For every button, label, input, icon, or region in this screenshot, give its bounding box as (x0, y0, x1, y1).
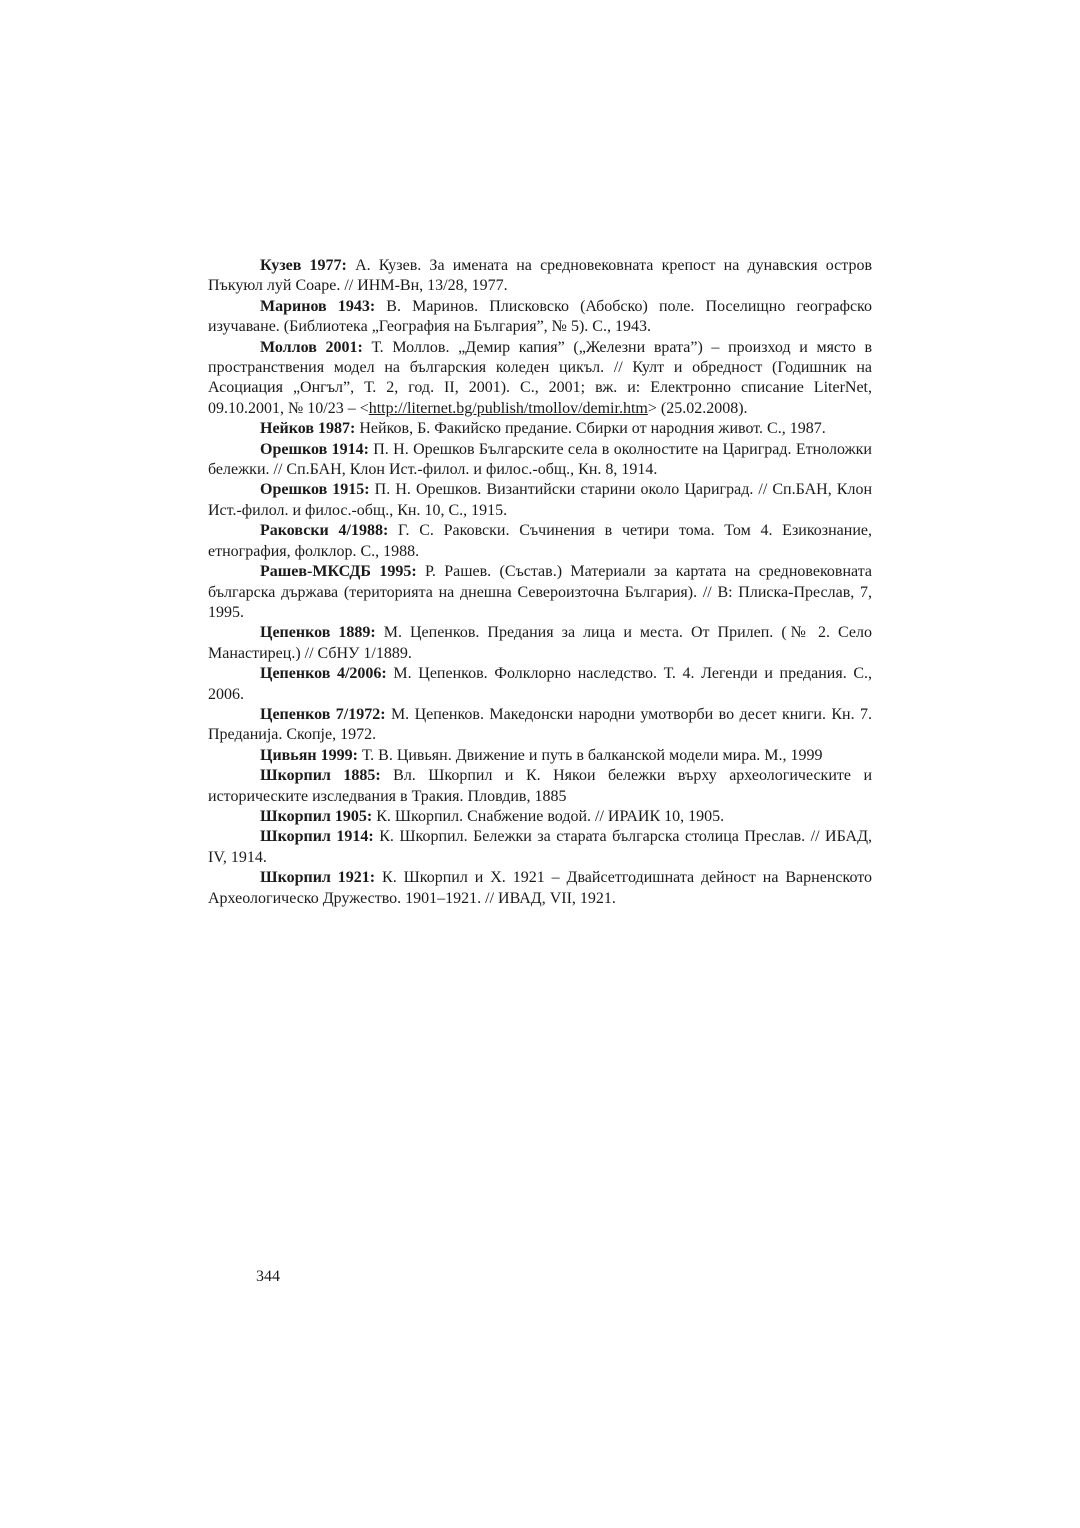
bibliography-entry-shkorpil-1885 (208, 766, 872, 807)
entry-text: А. Кузев. За имената на средновековната крепост на дунавския остров Пъкуюл луй Соаре. // ИНМ-Вн, 13/28, 1977. (208, 257, 873, 295)
entry-key: Шкорпил 1885: (260, 767, 381, 785)
bibliography-entry-rakovski-1988 (208, 521, 872, 562)
entry-text: К. Шкорпил. Снабжение водой. // ИРАИК 10, 1905. (372, 807, 725, 825)
entry-link[interactable]: http://liternet.bg/publish/tmollov/demir.htm (368, 399, 648, 417)
entry-text: Р. Рашев. (Състав.) Материали за картата на средновековната българска държава (територията на днешна Североизточна България). // В: Плиска-Преслав, 7, 1995. (208, 563, 873, 621)
entry-text: К. Шкорпил. Бележки за старата българска столица Преслав. // ИБАД, IV, 1914. (208, 828, 873, 866)
bibliography-entry-oreshkov-1915 (208, 480, 872, 521)
bibliography-entry-tsepenkov-1889 (208, 623, 872, 664)
entry-text: Нейков, Б. Факийско предание. Сбирки от народния живот. С., 1987. (355, 420, 826, 438)
bibliography-list (208, 256, 872, 909)
bibliography-entry-shkorpil-1914 (208, 827, 872, 868)
entry-key: Нейков 1987: (260, 420, 356, 438)
bibliography-entry-shkorpil-1921 (208, 868, 872, 909)
entry-key: Цивьян 1999: (260, 746, 358, 764)
page-number: 344 (256, 1268, 280, 1285)
entry-text: В. Маринов. Плисковско (Абобско) поле. Поселищно географско изучаване. (Библиотека „География на България”, № 5). С., 1943. (208, 297, 873, 336)
bibliography-entry-shkorpil-1905 (208, 807, 872, 827)
bibliography-entry-oreshkov-1914 (208, 440, 872, 481)
entry-key: Цепенков 4/2006: (260, 665, 387, 683)
bibliography-entry-rashev-1995 (208, 562, 872, 623)
bibliography-entry-marinov-1943 (208, 297, 872, 338)
entry-key: Раковски 4/1988: (260, 522, 389, 540)
entry-key: Рашев-МКСДБ 1995: (260, 563, 417, 581)
entry-key: Цепенков 1889: (260, 624, 376, 642)
entry-text: П. Н. Орешков Българските села в околностите на Цариград. Етноложки бележки. // Сп.БАН, Клон Ист.-филол. и филос.-общ., Кн. 8, 1914. (208, 440, 872, 479)
bibliography-entry-mollov-2001 (208, 338, 872, 420)
bibliography-entry-tsepenkov-2006 (208, 664, 872, 705)
bibliography-entry-tsivyan-1999 (208, 746, 872, 766)
entry-key: Шкорпил 1905: (260, 807, 373, 825)
entry-key: Моллов 2001: (260, 338, 363, 356)
entry-text: Т. Моллов. „Демир капия” („Железни врата”) – произход и място в пространствения модел на българския коледен цикъл. // Култ и обредност (Годишник на Асоциация „Онгъл”, Т. 2, год. II, 2001). С., 2001; вж. и: Електронно списание LiterNet, 09.10.2001, № 10/23 – < (208, 338, 873, 417)
entry-key: Шкорпил 1921: (260, 869, 376, 887)
bibliography-entry-tsepenkov-1972 (208, 705, 872, 746)
entry-key: Орешков 1914: (260, 440, 369, 458)
entry-text: М. Цепенков. Македонски народни умотворби во десет книги. Кн. 7. Преданија. Скопје, 1972. (208, 705, 873, 744)
entry-text: К. Шкорпил и Х. 1921 – Двайсетгодишната дейност на Варненското Археологическо Дружество. 1901–1921. // ИВАД, VII, 1921. (208, 869, 873, 907)
entry-text: Т. В. Цивьян. Движение и путь в балканской модели мира. М., 1999 (357, 746, 823, 764)
entry-text: Г. С. Раковски. Съчинения в четири тома. Том 4. Езикознание, етнография, фолклор. С., 1988. (208, 522, 873, 560)
bibliography-entry-kuzev-1977 (208, 256, 872, 297)
entry-key: Кузев 1977: (260, 257, 347, 274)
entry-text-after: > (25.02.2008). (647, 399, 748, 417)
entry-text: П. Н. Орешков. Византийски старини около Цариград. // Сп.БАН, Клон Ист.-филол. и филос.-общ., Кн. 10, С., 1915. (208, 481, 873, 519)
entry-key: Орешков 1915: (260, 481, 370, 499)
entry-text: М. Цепенков. Предания за лица и места. От Прилеп. (№ 2. Село Манастирец.) // СбНУ 1/1889. (208, 624, 872, 662)
entry-text: Вл. Шкорпил и К. Някои бележки върху археологическите и историческите изследвания в Тракия. Пловдив, 1885 (208, 767, 873, 805)
entry-key: Цепенков 7/1972: (260, 705, 386, 723)
entry-key: Шкорпил 1914: (260, 828, 374, 846)
bibliography-entry-neykov-1987 (208, 419, 872, 439)
entry-text: М. Цепенков. Фолклорно наследство. Т. 4. Легенди и предания. С., 2006. (208, 665, 873, 703)
entry-key: Маринов 1943: (260, 297, 376, 315)
